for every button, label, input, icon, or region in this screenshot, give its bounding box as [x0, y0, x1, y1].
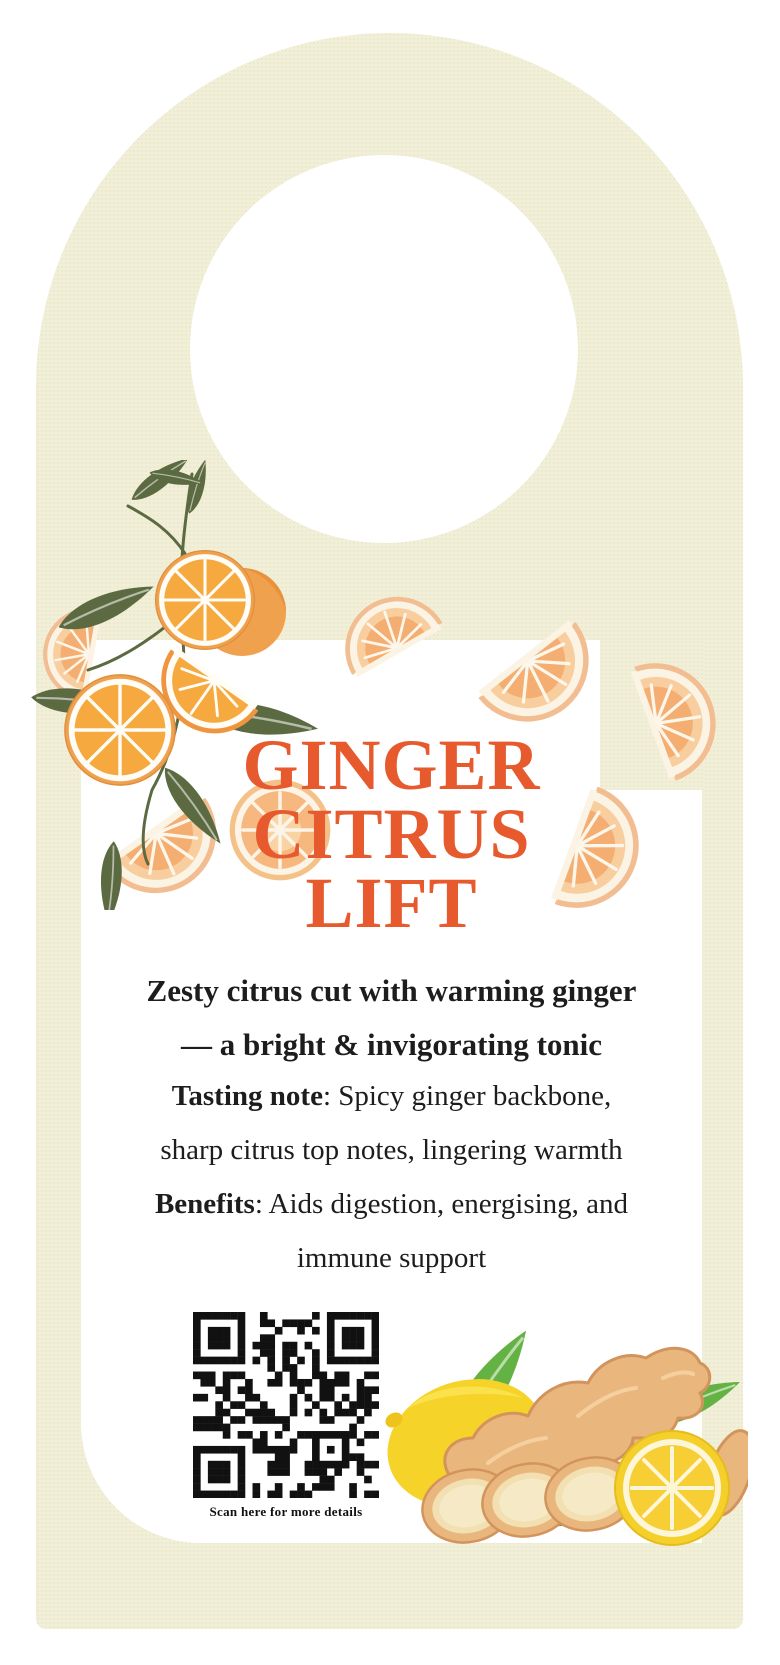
title-line-2: CITRUS: [252, 794, 531, 874]
ginger-lemon-illustration: [378, 1288, 748, 1553]
tagline-line-2: — a bright & invigorating tonic: [180, 1027, 603, 1062]
qr-caption: Scan here for more details: [209, 1504, 363, 1519]
detail-lead: Benefits: [154, 1188, 255, 1220]
title-line-3: LIFT: [305, 863, 478, 943]
product-details: [81, 1069, 702, 1285]
product-tagline: [81, 964, 702, 1072]
detail-line: [81, 1123, 702, 1177]
lemon-wheel: [615, 1431, 729, 1545]
detail-line: [81, 1069, 702, 1123]
detail-text: : Spicy ginger backbone,: [322, 1080, 612, 1112]
detail-line: [81, 1231, 702, 1285]
title-line-1: GINGER: [242, 725, 541, 805]
detail-lead: Tasting note: [171, 1080, 323, 1112]
qr-block: [193, 1312, 379, 1520]
orange-cut-face: [156, 551, 255, 650]
product-title: [81, 725, 702, 943]
tagline-line-1: Zesty citrus cut with warming ginger: [146, 973, 637, 1008]
detail-text: sharp citrus top notes, lingering warmth: [160, 1134, 623, 1166]
detail-text: immune support: [296, 1242, 487, 1274]
qr-code-pattern: [193, 1312, 379, 1498]
detail-line: [81, 1177, 702, 1231]
detail-text: : Aids digestion, energising, and: [254, 1188, 629, 1220]
